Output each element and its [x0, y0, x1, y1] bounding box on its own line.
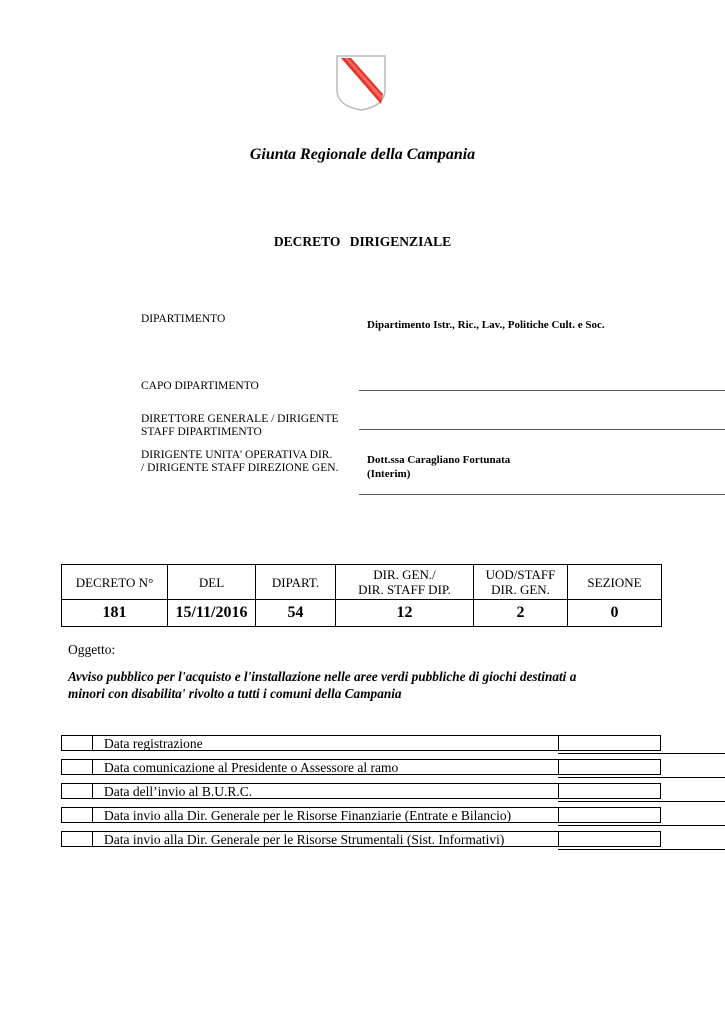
- decree-table: [61, 564, 662, 627]
- date-row-label: Data dell’invio al B.U.R.C.: [104, 784, 253, 799]
- row-date-line: [558, 849, 725, 850]
- dirigente-line: [359, 494, 725, 495]
- date-row-registrazione: [61, 735, 661, 751]
- value-dipart: 54: [256, 600, 336, 627]
- value-dir-gen: 12: [336, 600, 474, 627]
- value-sezione: 0: [568, 600, 662, 627]
- value-del: 15/11/2016: [168, 600, 256, 627]
- row-date-line: [558, 753, 725, 754]
- dirigente-value: [367, 453, 510, 481]
- direttore-label-line2: STAFF DIPARTIMENTO: [141, 426, 262, 438]
- direttore-label-line1: DIRETTORE GENERALE / DIRIGENTE: [141, 413, 339, 425]
- date-row-risorse-strumentali: [61, 831, 661, 847]
- value-decreto: 181: [62, 600, 168, 627]
- dirigente-value-line1: Dott.ssa Caragliano Fortunata: [367, 454, 511, 466]
- decree-table-value-row: [62, 600, 662, 627]
- region-title: Giunta Regionale della Campania: [249, 146, 476, 163]
- row-date-cell: [558, 807, 559, 823]
- dipartimento-value: Dipartimento Istr., Ric., Lav., Politiche Cult. e Soc.: [367, 319, 605, 331]
- row-date-line: [558, 801, 725, 802]
- date-row-risorse-finanziarie: [61, 807, 661, 823]
- region-coat-of-arms-icon: [335, 54, 387, 112]
- dipartimento-label: DIPARTIMENTO: [141, 313, 226, 325]
- value-uod-staff: 2: [474, 600, 568, 627]
- oggetto-text-line2: minori con disabilita' rivolto a tutti i comuni della Campania: [68, 686, 402, 701]
- date-row-comunicazione: [61, 759, 661, 775]
- row-date-cell: [558, 735, 559, 751]
- header-sezione: SEZIONE: [568, 565, 662, 600]
- row-check-cell: [92, 783, 93, 799]
- oggetto-label: Oggetto:: [68, 642, 116, 657]
- oggetto-text: [68, 668, 648, 702]
- header-dipart: DIPART.: [256, 565, 336, 600]
- direttore-line: [359, 429, 725, 430]
- row-check-cell: [92, 807, 93, 823]
- row-date-cell: [558, 783, 559, 799]
- row-date-line: [558, 825, 725, 826]
- dirigente-label-line1: DIRIGENTE UNITA' OPERATIVA DIR.: [141, 449, 333, 461]
- row-date-cell: [558, 831, 559, 847]
- decree-table-header-row: [62, 565, 662, 600]
- header-del: DEL: [168, 565, 256, 600]
- header-decreto: DECRETO N°: [62, 565, 168, 600]
- header-dir-gen: DIR. GEN./ DIR. STAFF DIP.: [336, 565, 474, 600]
- capo-dipartimento-line: [359, 390, 725, 391]
- dirigente-label-line2: / DIRIGENTE STAFF DIREZIONE GEN.: [141, 462, 339, 474]
- dirigente-label: [141, 449, 338, 475]
- date-row-burc: [61, 783, 661, 799]
- row-date-line: [558, 777, 725, 778]
- row-check-cell: [92, 759, 93, 775]
- capo-dipartimento-label: CAPO DIPARTIMENTO: [141, 380, 259, 392]
- dirigente-value-line2: (Interim): [367, 468, 411, 480]
- date-row-label: Data invio alla Dir. Generale per le Risorse Strumentali (Sist. Informativi): [104, 832, 505, 847]
- header-uod-staff: UOD/STAFF DIR. GEN.: [474, 565, 568, 600]
- row-date-cell: [558, 759, 559, 775]
- date-row-label: Data registrazione: [104, 736, 203, 751]
- row-check-cell: [92, 735, 93, 751]
- direttore-label: [141, 413, 339, 439]
- date-row-label: Data comunicazione al Presidente o Assessore al ramo: [104, 760, 399, 775]
- date-row-label: Data invio alla Dir. Generale per le Risorse Finanziarie (Entrate e Bilancio): [104, 808, 512, 823]
- document-type: DECRETO DIRIGENZIALE: [273, 234, 452, 249]
- oggetto-text-line1: Avviso pubblico per l'acquisto e l'installazione nelle aree verdi pubbliche di giochi destinati a: [68, 669, 577, 684]
- row-check-cell: [92, 831, 93, 847]
